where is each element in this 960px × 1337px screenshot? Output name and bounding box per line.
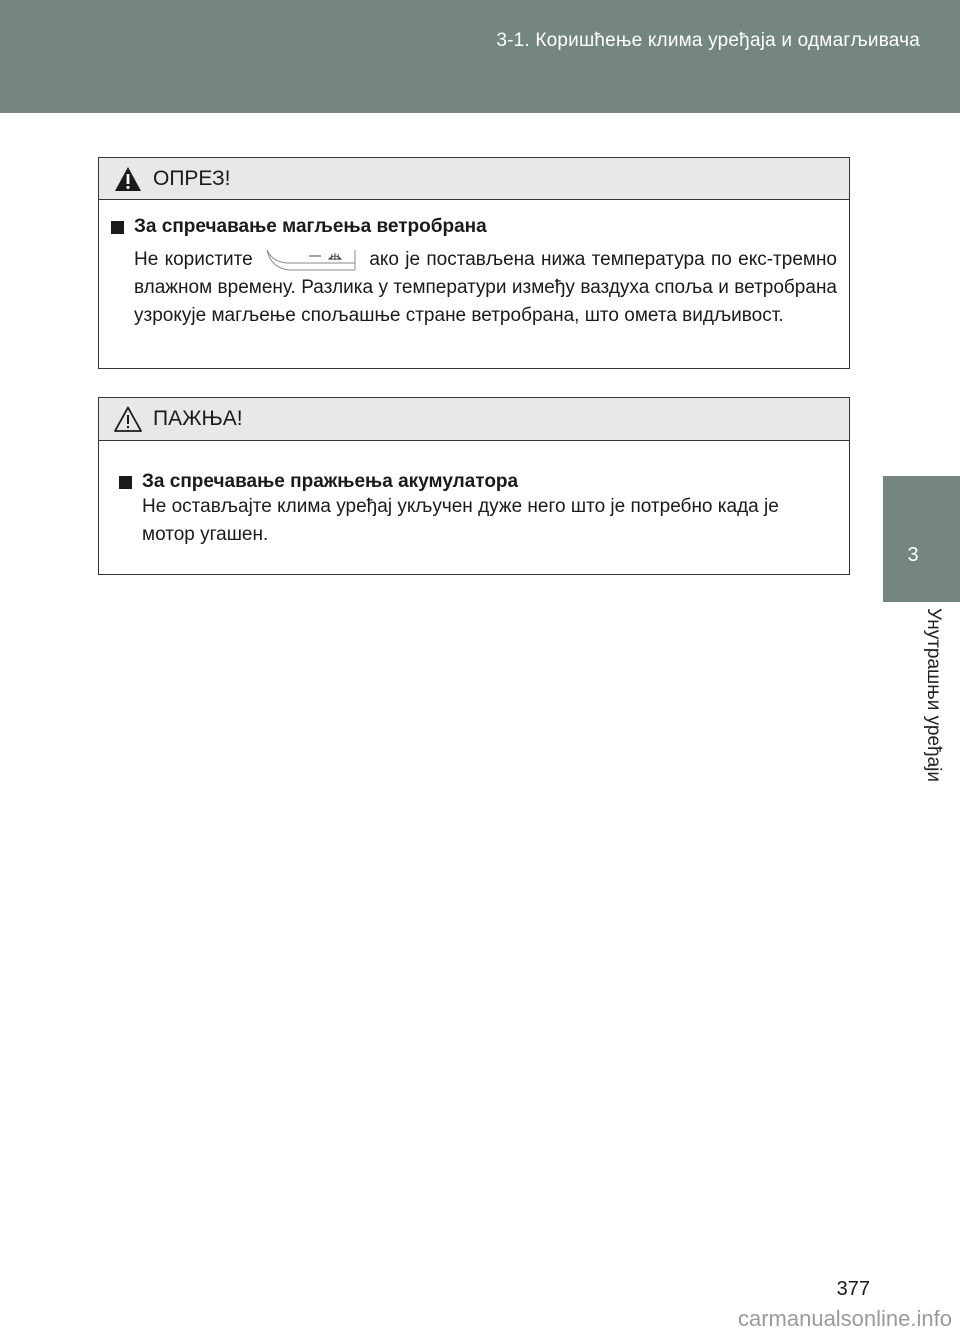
caution-heading-text: За спречавање магљења ветробрана bbox=[134, 216, 487, 237]
caution-body bbox=[99, 200, 849, 330]
square-bullet-icon bbox=[119, 476, 132, 489]
notice-item-heading bbox=[119, 471, 829, 493]
header-band bbox=[0, 0, 960, 113]
warning-triangle-icon bbox=[113, 165, 143, 193]
caution-title: ОПРЕЗ! bbox=[153, 166, 231, 190]
caution-text-before-icon: Не користите bbox=[134, 249, 253, 271]
caution-item-heading bbox=[111, 216, 837, 238]
caution-text-after-icon: ако је постављена нижа температура по екс-тремно влажном времену. Разлика у температури између ваздуха споља и ветробрана узрокује магљење спољашње стране ветробрана, што омета видљивост. bbox=[134, 249, 838, 327]
chapter-label: Унутрашњи уређаји bbox=[923, 608, 944, 783]
chapter-number: 3 bbox=[907, 544, 919, 566]
notice-header bbox=[99, 398, 849, 441]
notice-body bbox=[99, 441, 849, 549]
caution-text bbox=[134, 246, 837, 330]
notice-box bbox=[98, 397, 850, 575]
warning-outline-triangle-icon bbox=[113, 405, 143, 433]
section-title: 3-1. Коришћење клима уређаја и одмагљивача bbox=[496, 30, 920, 51]
notice-title: ПАЖЊА! bbox=[153, 407, 243, 430]
notice-heading-text: За спречавање пражњења акумулатора bbox=[142, 471, 519, 492]
square-bullet-icon bbox=[111, 221, 124, 234]
page-number: 377 bbox=[836, 1278, 870, 1300]
caution-box bbox=[98, 157, 850, 369]
windshield-defogger-icon bbox=[265, 246, 357, 274]
caution-header bbox=[99, 158, 849, 200]
chapter-tab bbox=[883, 476, 960, 602]
watermark: carmanualsonline.info bbox=[737, 1306, 952, 1331]
notice-text: Не остављајте клима уређај укључен дуже него што је потребно када је мотор угашен. bbox=[142, 496, 779, 545]
